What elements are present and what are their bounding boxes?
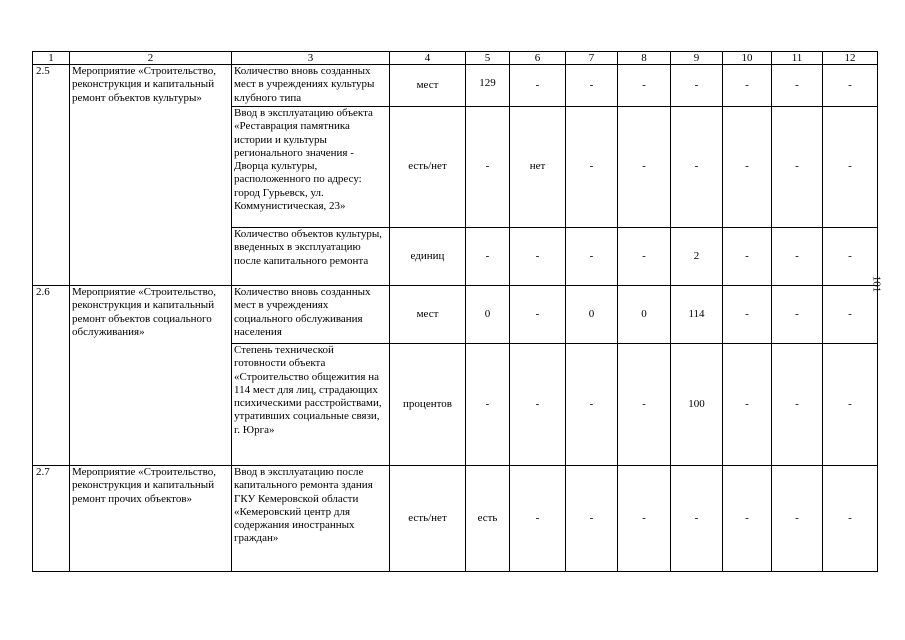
- value-cell: -: [466, 107, 510, 228]
- value-cell: -: [466, 228, 510, 286]
- header-cell: 7: [566, 52, 618, 65]
- value-cell: -: [723, 107, 772, 228]
- value-cell: -: [823, 228, 878, 286]
- value-cell: -: [618, 466, 671, 572]
- value-cell: -: [510, 228, 566, 286]
- value-cell: -: [566, 344, 618, 466]
- section-number: 2.7: [33, 466, 70, 572]
- event-name: Мероприятие «Строительство, реконструкция и капитальный ремонт объектов социального обслуживания»: [70, 286, 232, 466]
- value-cell: -: [510, 286, 566, 344]
- section-number: 2.6: [33, 286, 70, 466]
- value-cell: -: [618, 344, 671, 466]
- value-cell: -: [823, 65, 878, 107]
- value-cell: 2: [671, 228, 723, 286]
- value-cell: -: [671, 466, 723, 572]
- value-cell: -: [772, 466, 823, 572]
- header-cell: 12: [823, 52, 878, 65]
- event-name: Мероприятие «Строительство, реконструкция и капитальный ремонт прочих объектов»: [70, 466, 232, 572]
- value-cell: нет: [510, 107, 566, 228]
- value-cell: 0: [618, 286, 671, 344]
- value-cell: 0: [466, 286, 510, 344]
- event-name: Мероприятие «Строительство, реконструкция и капитальный ремонт объектов культуры»: [70, 65, 232, 286]
- section-number: 2.5: [33, 65, 70, 286]
- header-cell: 11: [772, 52, 823, 65]
- table-row: [33, 286, 878, 344]
- header-row: [33, 52, 878, 65]
- indicators-table: [32, 51, 878, 572]
- value-cell: есть: [466, 466, 510, 572]
- header-cell: 1: [33, 52, 70, 65]
- value-cell: -: [618, 65, 671, 107]
- value-cell: -: [566, 228, 618, 286]
- unit-cell: есть/нет: [390, 107, 466, 228]
- value-cell: -: [510, 344, 566, 466]
- value-cell: -: [772, 65, 823, 107]
- value-cell: -: [772, 107, 823, 228]
- value-cell: -: [823, 466, 878, 572]
- value-cell: -: [618, 107, 671, 228]
- value-cell: -: [723, 466, 772, 572]
- value-cell: -: [723, 65, 772, 107]
- unit-cell: процентов: [390, 344, 466, 466]
- value-cell: 129: [466, 65, 510, 107]
- unit-cell: есть/нет: [390, 466, 466, 572]
- page-number: 101: [870, 275, 883, 293]
- value-cell: -: [723, 286, 772, 344]
- value-cell: -: [823, 107, 878, 228]
- value-cell: -: [823, 286, 878, 344]
- header-cell: 5: [466, 52, 510, 65]
- value-cell: -: [671, 65, 723, 107]
- unit-cell: единиц: [390, 228, 466, 286]
- value-cell: -: [671, 107, 723, 228]
- unit-cell: мест: [390, 65, 466, 107]
- indicator-name: Количество вновь созданных мест в учреждениях социального обслуживания населения: [232, 286, 390, 344]
- header-cell: 6: [510, 52, 566, 65]
- value-cell: -: [772, 344, 823, 466]
- value-cell: -: [723, 344, 772, 466]
- value-cell: -: [566, 466, 618, 572]
- value-cell: -: [566, 65, 618, 107]
- value-cell: -: [566, 107, 618, 228]
- value-cell: 0: [566, 286, 618, 344]
- table-row: [33, 65, 878, 107]
- value-cell: -: [772, 286, 823, 344]
- header-cell: 10: [723, 52, 772, 65]
- header-cell: 2: [70, 52, 232, 65]
- header-cell: 4: [390, 52, 466, 65]
- value-cell: 100: [671, 344, 723, 466]
- indicator-name: Степень технической готовности объекта «Строительство общежития на 114 мест для лиц, страдающих психическими расстройствами, утративших социальные связи, г. Юрга»: [232, 344, 390, 466]
- value-cell: -: [823, 344, 878, 466]
- value-cell: -: [466, 344, 510, 466]
- unit-cell: мест: [390, 286, 466, 344]
- value-cell: -: [510, 65, 566, 107]
- indicator-name: Ввод в эксплуатацию после капитального ремонта здания ГКУ Кемеровской области «Кемеровский центр для содержания иностранных граждан»: [232, 466, 390, 572]
- header-cell: 3: [232, 52, 390, 65]
- header-cell: 9: [671, 52, 723, 65]
- value-cell: -: [618, 228, 671, 286]
- indicator-name: Количество вновь созданных мест в учреждениях культуры клубного типа: [232, 65, 390, 107]
- value-cell: 114: [671, 286, 723, 344]
- value-cell: -: [510, 466, 566, 572]
- header-cell: 8: [618, 52, 671, 65]
- table-row: [33, 466, 878, 572]
- indicator-name: Ввод в эксплуатацию объекта «Реставрация памятника истории и культуры регионального значения - Дворца культуры, расположенного по адресу: город Гурьевск, ул. Коммунистическая, 23»: [232, 107, 390, 228]
- indicator-name: Количество объектов культуры, введенных в эксплуатацию после капитального ремонта: [232, 228, 390, 286]
- value-cell: -: [772, 228, 823, 286]
- value-cell: -: [723, 228, 772, 286]
